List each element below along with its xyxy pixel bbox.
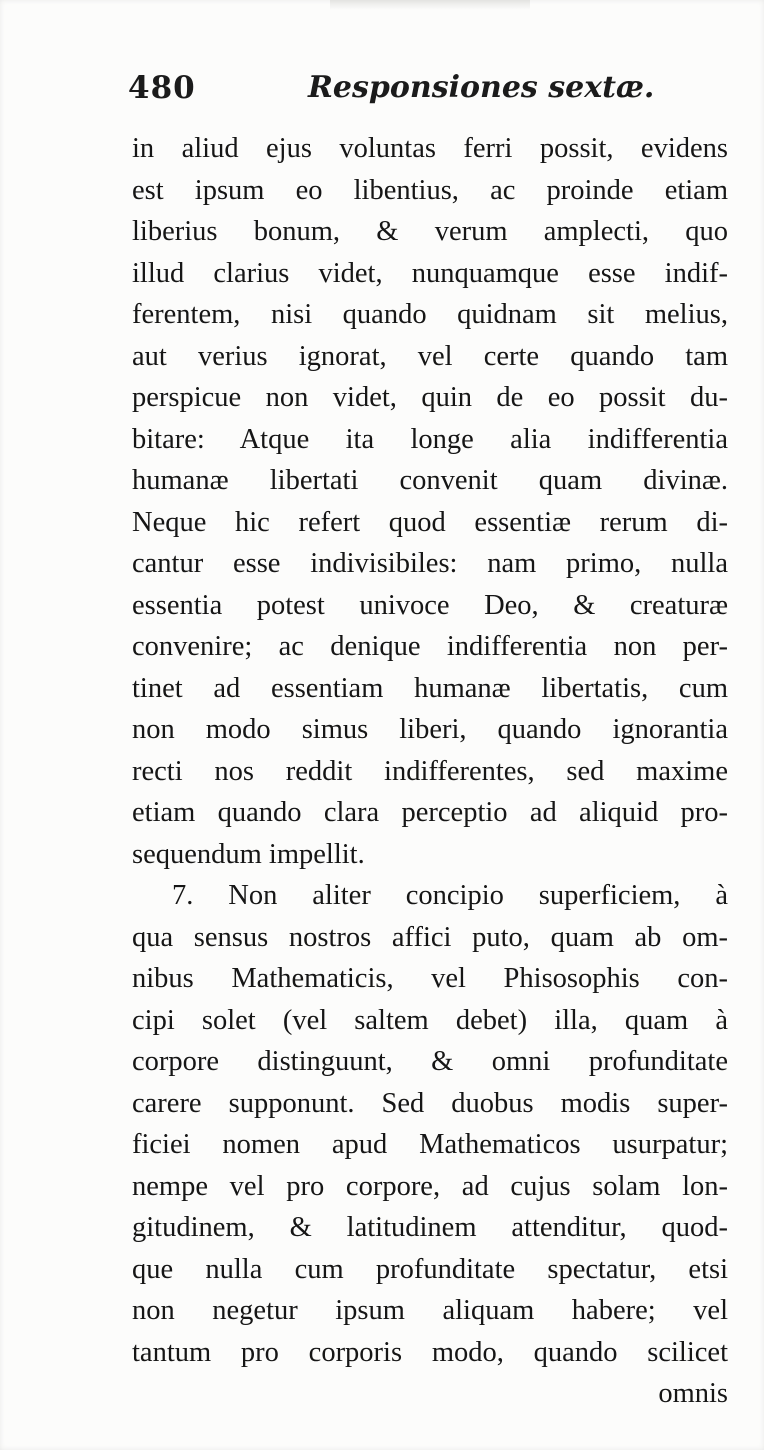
page-number: 480 <box>128 70 196 106</box>
text-line: in aliud ejus voluntas ferri possit, evidens <box>132 133 728 164</box>
text-line: nempe vel pro corpore, ad cujus solam lon- <box>132 1170 728 1202</box>
text-line: aut verius ignorat, vel certe quando tam <box>132 340 728 372</box>
catchword: omnis <box>658 1378 728 1409</box>
text-line: est ipsum eo libentius, ac proinde etiam <box>132 174 728 206</box>
text-line: corpore distinguunt, & omni profunditate <box>132 1046 728 1077</box>
running-head: Responsiones sextæ. <box>308 70 655 105</box>
text-line: carere supponunt. Sed duobus modis super- <box>132 1087 728 1119</box>
text-line: ferentem, nisi quando quidnam sit melius, <box>132 299 728 330</box>
page-header <box>128 70 728 114</box>
text-line: convenire; ac denique indifferentia non per- <box>132 631 728 662</box>
text-line: ficiei nomen apud Mathematicos usurpatur; <box>132 1129 728 1160</box>
text-line: recti nos reddit indifferentes, sed maxime <box>132 755 728 787</box>
text-line: cantur esse indivisibiles: nam primo, nulla <box>132 548 728 579</box>
text-line: tinet ad essentiam humanæ libertatis, cum <box>132 672 728 704</box>
text-line: etiam quando clara perceptio ad aliquid pro- <box>132 797 728 828</box>
text-line: liberius bonum, & verum amplecti, quo <box>132 216 728 247</box>
text-line: qua sensus nostros affici puto, quam ab om- <box>132 921 728 953</box>
text-line: Neque hic refert quod essentiæ rerum di- <box>132 506 728 538</box>
text-line: humanæ libertati convenit quam divinæ. <box>132 465 728 496</box>
text-line: gitudinem, & latitudinem attenditur, quod- <box>132 1212 728 1243</box>
text-line: cipi solet (vel saltem debet) illa, quam à <box>132 1004 728 1036</box>
text-line: essentia potest univoce Deo, & creaturæ <box>132 589 728 621</box>
paragraph-end-line: sequendum impellit. <box>132 838 365 870</box>
show-through-shadow <box>330 0 530 10</box>
text-line: non modo simus liberi, quando ignorantia <box>132 714 728 745</box>
text-line: illud clarius videt, nunquamque esse indif- <box>132 257 728 289</box>
body-text <box>132 128 728 1415</box>
text-line: bitare: Atque ita longe alia indifferentia <box>132 423 728 455</box>
paragraph-start-line: 7. Non aliter concipio superficiem, à <box>172 880 728 911</box>
text-line: que nulla cum profunditate spectatur, etsi <box>132 1253 728 1285</box>
text-line: tantum pro corporis modo, quando scilicet <box>132 1336 728 1368</box>
text-line: nibus Mathematicis, vel Phisosophis con- <box>132 963 728 994</box>
text-line: perspicue non videt, quin de eo possit du- <box>132 382 728 413</box>
text-line: non negetur ipsum aliquam habere; vel <box>132 1295 728 1326</box>
